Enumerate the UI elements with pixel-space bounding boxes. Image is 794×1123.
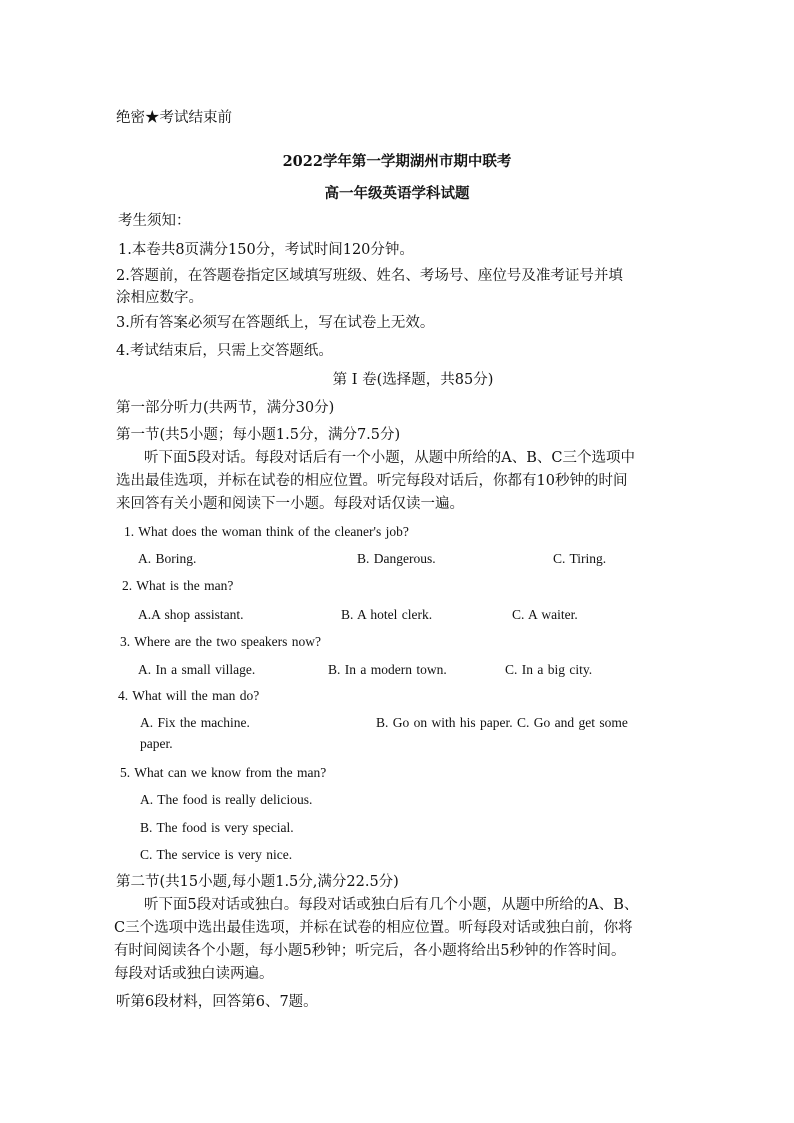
exam-subtitle: 高一年级英语学科试题 (324, 185, 470, 202)
option-a: A. In a small village. (138, 662, 256, 677)
instruction-line: 听下面5段对话。每段对话后有一个小题，从题中所给的A、B、C三个选项中 (144, 450, 635, 466)
option-a: A. The food is really delicious. (140, 792, 313, 807)
option-c: C. In a big city. (505, 662, 593, 677)
option-b: B. The food is very special. (140, 820, 294, 835)
option-b: B. A hotel clerk. (341, 607, 433, 622)
section-heading: 第一节(共5小题；每小题1.5分，满分7.5分) (116, 427, 401, 443)
instruction-line: C三个选项中选出最佳选项，并标在试卷的相应位置。听每段对话或独白前，你将 (114, 920, 633, 936)
confidential-label: 绝密★考试结束前 (116, 110, 232, 126)
option-a: A.A shop assistant. (138, 607, 244, 622)
exam-title: 2022学年第一学期湖州市期中联考 (282, 153, 512, 170)
question-stem: 1. What does the woman think of the cleaner's job? (124, 524, 409, 539)
material-heading: 听第6段材料，回答第6、7题。 (116, 994, 318, 1010)
instruction-line: 听下面5段对话或独白。每段对话或独白后有几个小题，从题中所给的A、B、 (144, 897, 639, 913)
option-c: C. Tiring. (553, 551, 607, 566)
question-stem: 2. What is the man? (122, 578, 234, 593)
instruction-line: 选出最佳选项，并标在试卷的相应位置。听完每段对话后，你都有10秒钟的时间 (116, 473, 628, 489)
option-c: C. A waiter. (512, 607, 578, 622)
question-stem: 3. Where are the two speakers now? (120, 634, 322, 649)
option-c: C. The service is very nice. (140, 847, 293, 862)
instruction-line: 每段对话或独白读两遍。 (114, 966, 274, 982)
option-a: A. Fix the machine. (140, 715, 250, 730)
option-b: B. In a modern town. (328, 662, 447, 677)
notice-item: 4.考试结束后，只需上交答题纸。 (116, 343, 333, 359)
notice-item: 涂相应数字。 (116, 290, 203, 306)
question-stem: 4. What will the man do? (118, 688, 260, 703)
instruction-line: 有时间阅读各个小题，每小题5秒钟；听完后，各小题将给出5秒钟的作答时间。 (114, 943, 626, 959)
option-continuation: paper. (140, 736, 173, 751)
volume-title: 第 I 卷(选择题，共85分) (332, 372, 494, 388)
question-stem: 5. What can we know from the man? (120, 765, 327, 780)
part-heading: 第一部分听力(共两节，满分30分) (116, 400, 335, 416)
option-b: B. Dangerous. (357, 551, 436, 566)
notice-item: 1.本卷共8页满分150分，考试时间120分钟。 (118, 242, 414, 258)
notice-heading: 考生须知： (118, 213, 191, 229)
option-a: A. Boring. (138, 551, 197, 566)
option-b-c: B. Go on with his paper. C. Go and get some (376, 715, 628, 730)
notice-item: 3.所有答案必须写在答题纸上，写在试卷上无效。 (116, 315, 435, 331)
notice-item: 2.答题前，在答题卷指定区域填写班级、姓名、考场号、座位号及准考证号并填 (116, 268, 623, 284)
instruction-line: 来回答有关小题和阅读下一小题。每段对话仅读一遍。 (116, 496, 464, 512)
section-heading: 第二节(共15小题,每小题1.5分,满分22.5分) (116, 874, 399, 890)
